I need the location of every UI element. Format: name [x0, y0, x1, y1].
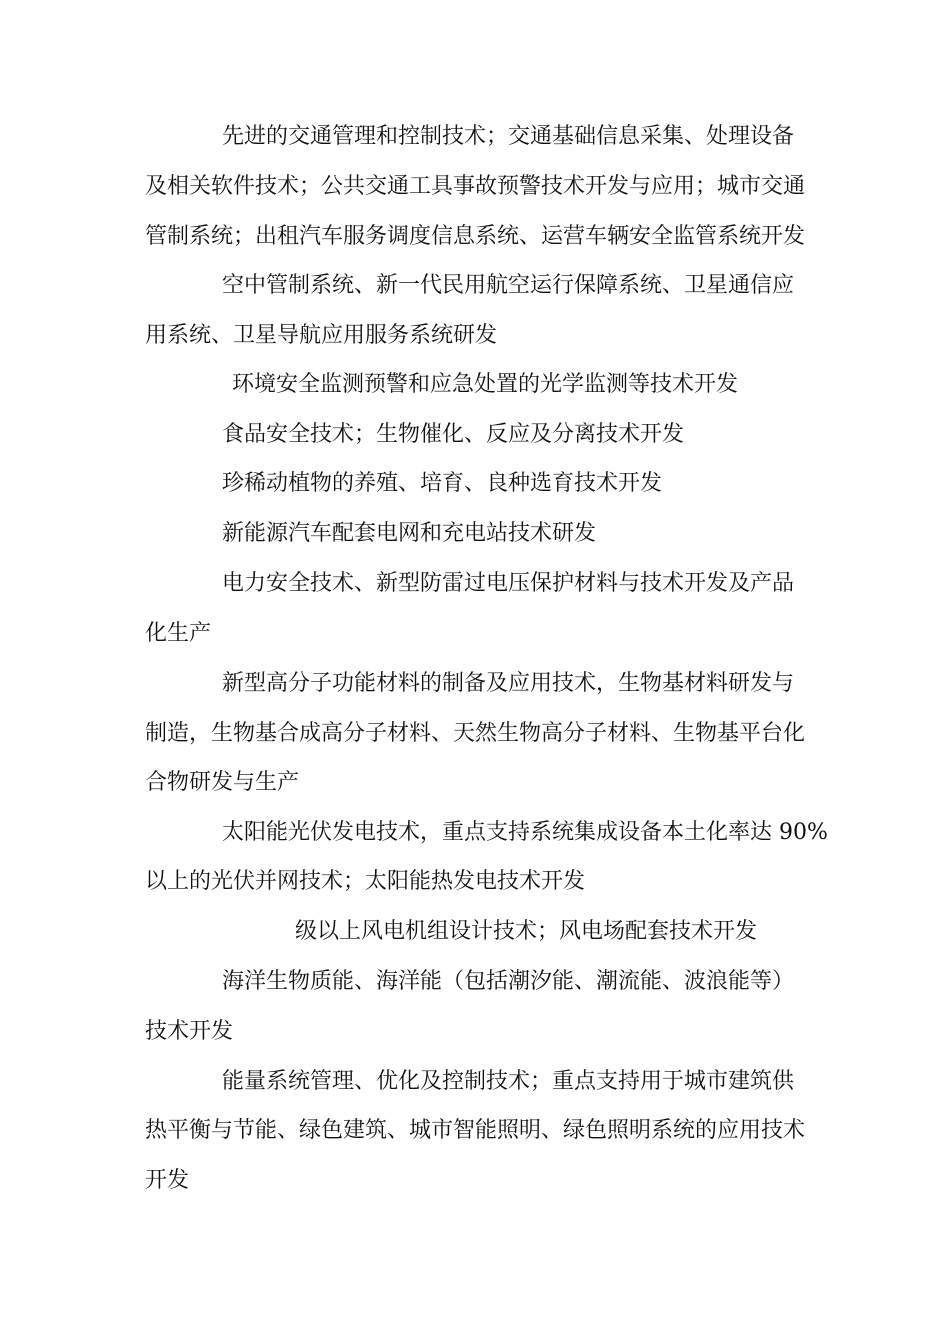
- text-line: 海洋生物质能、海洋能（包括潮汐能、潮流能、波浪能等）: [222, 969, 795, 994]
- text-line: 空中管制系统、新一代民用航空运行保障系统、卫星通信应: [222, 273, 795, 298]
- text-line: 电力安全技术、新型防雷过电压保护材料与技术开发及产品: [222, 571, 795, 596]
- text-line: 先进的交通管理和控制技术；交通基础信息采集、处理设备: [222, 124, 795, 149]
- text-line: 能量系统管理、优化及控制技术；重点支持用于城市建筑供: [222, 1069, 795, 1094]
- text-line: 太阳能光伏发电技术，重点支持系统集成设备本土化率达 90%: [222, 820, 828, 845]
- text-line: 热平衡与节能、绿色建筑、城市智能照明、绿色照明系统的应用技术: [145, 1118, 806, 1143]
- text-line: 珍稀动植物的养殖、培育、良种选育技术开发: [222, 471, 663, 496]
- text-line: 以上的光伏并网技术；太阳能热发电技术开发: [145, 869, 586, 894]
- text-line: 技术开发: [145, 1019, 234, 1044]
- text-line: 食品安全技术；生物催化、反应及分离技术开发: [222, 422, 685, 447]
- text-line: 用系统、卫星导航应用服务系统研发: [145, 323, 498, 348]
- text-line: 新型高分子功能材料的制备及应用技术，生物基材料研发与: [222, 671, 795, 696]
- text-line: 开发: [145, 1168, 190, 1193]
- text-line: 及相关软件技术；公共交通工具事故预警技术开发与应用；城市交通: [145, 174, 806, 199]
- text-line: 级以上风电机组设计技术；风电场配套技术开发: [295, 919, 758, 944]
- text-line: 管制系统；出租汽车服务调度信息系统、运营车辆安全监管系统开发: [145, 224, 806, 249]
- text-line: 化生产: [145, 621, 212, 646]
- text-line: 环境安全监测预警和应急处置的光学监测等技术开发: [232, 372, 739, 397]
- text-line: 制造，生物基合成高分子材料、天然生物高分子材料、生物基平台化: [145, 721, 806, 746]
- text-line: 新能源汽车配套电网和充电站技术研发: [222, 521, 597, 546]
- text-line: 合物研发与生产: [145, 770, 300, 795]
